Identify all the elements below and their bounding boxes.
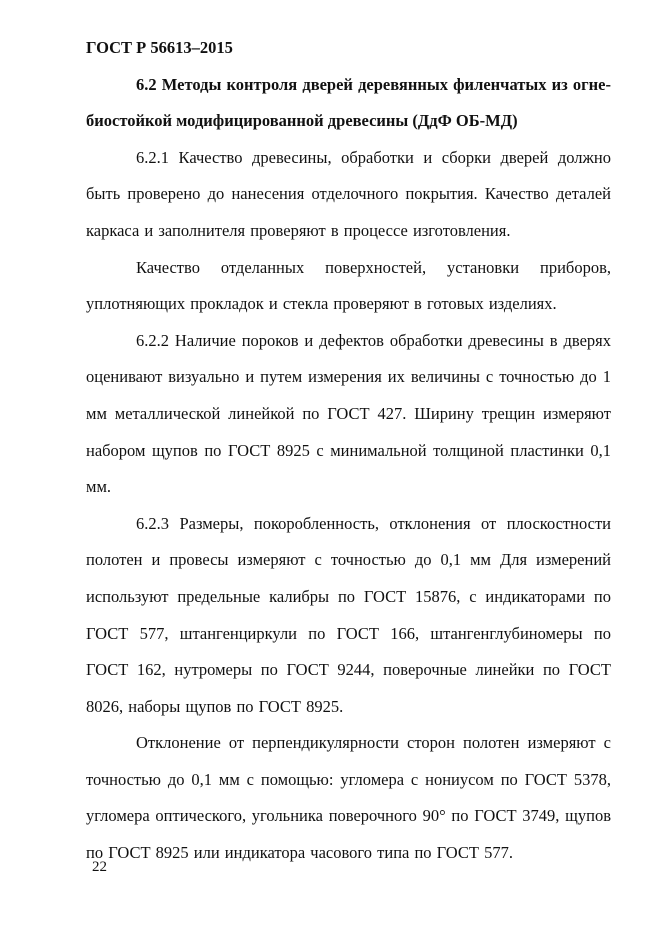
paragraph-perpendicularity: Отклонение от перпендикулярности сторон полотен измеряют с точностью до 0,1 мм с помощью: угломера с нониусом по ГОСТ 5378, угломера оптического, угольника поверочного 90° по ГОСТ 3749, щупов по ГОСТ 8925 или индикатора часового типа по ГОСТ 577. <box>86 733 611 863</box>
paragraph-6-2-1: 6.2.1 Качество древесины, обработки и сборки дверей должно быть проверено до нанесения отделочного покрытия. Качество деталей каркаса и заполнителя проверяют в процессе изготовления. <box>86 147 611 240</box>
section-heading-line-1: 6.2 Методы контроля дверей деревянных филенчатых из огне- <box>136 74 611 94</box>
section-heading <box>86 67 611 140</box>
paragraph-6-2-2: 6.2.2 Наличие пороков и дефектов обработки древесины в дверях оценивают визуально и путем измерения их величины с точностью до 1 мм металлической линейкой по ГОСТ 427. Ширину трещин измеряют набором щупов по ГОСТ 8925 с минимальной толщиной пластинки 0,1 мм. <box>86 330 611 497</box>
paragraph-6-2-3: 6.2.3 Размеры, покоробленность, отклонения от плоскостности полотен и провесы измеряют с точностью до 0,1 мм Для измерений используют предельные калибры по ГОСТ 15876, с индикаторами по ГОСТ 577, штангенциркули по ГОСТ 166, штангенглубиномеры по ГОСТ 162, нутромеры по ГОСТ 9244, поверочные линейки по ГОСТ 8026, наборы щупов по ГОСТ 8925. <box>86 513 611 716</box>
standard-designation: ГОСТ Р 56613–2015 <box>86 38 233 57</box>
section-heading-line-2: биостойкой модифицированной древесины (ДдФ ОБ-МД) <box>86 111 518 131</box>
paragraph-finished-surfaces: Качество отделанных поверхностей, установки приборов, уплотняющих прокладок и стекла проверяют в готовых изделиях. <box>86 257 611 314</box>
page-number: 22 <box>92 859 107 875</box>
